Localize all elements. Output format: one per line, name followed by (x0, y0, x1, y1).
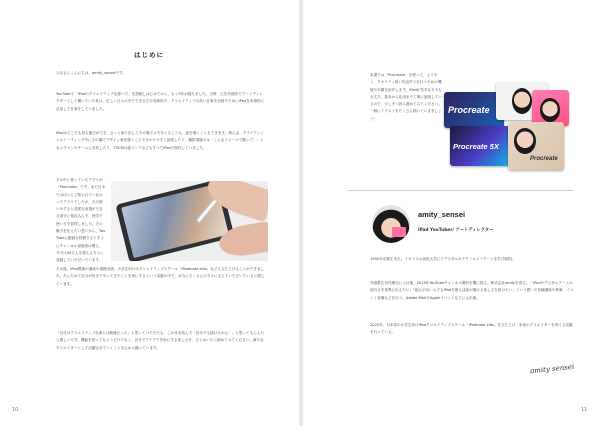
author-signature: amity sensei (529, 362, 575, 376)
right-page (304, 0, 600, 426)
paragraph-activities: その後、iPad関連の講座や書籍出版、小学生向けのクリエイティブスクール「iPadmate kids」なども立ち上げることができました。あらためて自分が好きでやってきたことを形にするという活動の中で、本当にたくさんの方々に支えていただいていると感じています。 (56, 267, 265, 286)
ipad-drawing-photo (111, 181, 268, 261)
paragraph-intro: 本書では「Procreate」を使って、ようやく、クオリティ高い作品作りを行うための機能や手順を紹介します。iPadが苦手な方でも大丈夫、基本から応用まで丁寧に説明しているので、少しずつ読み進めてみてください。一緒にイラストをたくさん描いていきましょう！ (370, 73, 442, 121)
page-heading: はじめに (134, 51, 164, 59)
left-page (0, 0, 298, 426)
bio-paragraph: 1992年京都生まれ。イギリスの高校大学にてデジタル＆テクノロジーアートを学び帰国。 (370, 257, 516, 261)
portrait-image (540, 98, 560, 122)
portrait-image (514, 128, 536, 154)
procreate-5x-logo: Procreate 5X (453, 142, 499, 151)
page-number-right: 11 (581, 407, 588, 413)
paragraph-ipad-usage: iPadはどこでも持ち運びができ、さっと取り出してその場でメモをとることも、絵を描くこともできます。例えば、クライアントとのミーティング中にその場でデザイン案を描くことで分かりやすく説明したり、撮影現場では「こんなイメージで撮って！」とカメラマンやチームに共有したり、TVCMの絵コンテなどもすべてiPadで制作していました。 (56, 131, 264, 150)
book-covers-collage (444, 80, 569, 176)
procreate-5x-cover (450, 126, 510, 166)
paragraph-greeting: みなさんこんにちは、amity_senseiです。 (56, 71, 126, 75)
pink-tablet-image (392, 227, 406, 237)
page-number-left: 10 (12, 407, 19, 413)
paragraph-procreate: その中に使っていたアプリが「Procreate」です。まだ日本ではほとんど知られていなかったアプリでしたが、その使いやすさと高度な表現ができる部分に惚れ込んで、独学で使い方を習得しました。その魅力を伝えたい思いから、YouTubeに動画を投稿するとすぐにチャンネル登録者は増え、今では30万人を超える方々に登録していただいています。 (56, 178, 106, 263)
author-role: iPad YouTuber/ アートディレクター (418, 228, 494, 233)
paragraph-history: YouTubeで「iPadのクリエイティブな使い方」を投稿しはじめてから、もう3年が経ちました。当時、広告代理店でアートディレクターとして働いていた私は、忙しい日々の中でできるだけ効率的で、クリエイティブの高い仕事を目指すためにiPadを本格的に活用して仕事をしていました。 (56, 92, 265, 111)
bio-paragraph: 外資系広告代理店に入社後、2019年YouTubeチャンネル開設を機に独立。株式会社amityを設立。「iPadやデジタルアートの面白さを世界に伝えたい」「絵心がない人でもiPadを使えば絵が描ける楽しさを届けたい」という想いで各種講座や執筆、イベント登壇などを行う。Adobe MAXやAppleイベントなどにも出演。 (370, 281, 574, 300)
procreate-logo: Procreate (530, 156, 558, 162)
procreate-tutorial-cover (508, 122, 564, 170)
section-divider (348, 190, 573, 191)
bio-paragraph: 2022年、日本初の小学生向けiPadクリエイティブスクール「iPadmate kids」を立ち上げ、未来のクリエイターを育てる活動を行っている。 (370, 323, 573, 335)
procreate-cover (444, 92, 504, 128)
procreate-logo: Procreate (448, 105, 490, 115)
portrait-image (512, 88, 532, 114)
author-name: amity_sensei (418, 210, 466, 219)
paragraph-message: 「自分はクリエイティブな事とは無縁だった」と思っていた方でも、この本を読んで「自分でも描けるかも！」と思ってもらえたら嬉しいです。機能を知ってもらうだけでなく、自分でアイデアを形にする楽しさを、ひらめいたら始めてみてください。新たなクリエイターとして活躍されていくことを心から願っています。 (56, 331, 265, 350)
avatar (372, 205, 410, 243)
pink-cover (532, 90, 569, 126)
